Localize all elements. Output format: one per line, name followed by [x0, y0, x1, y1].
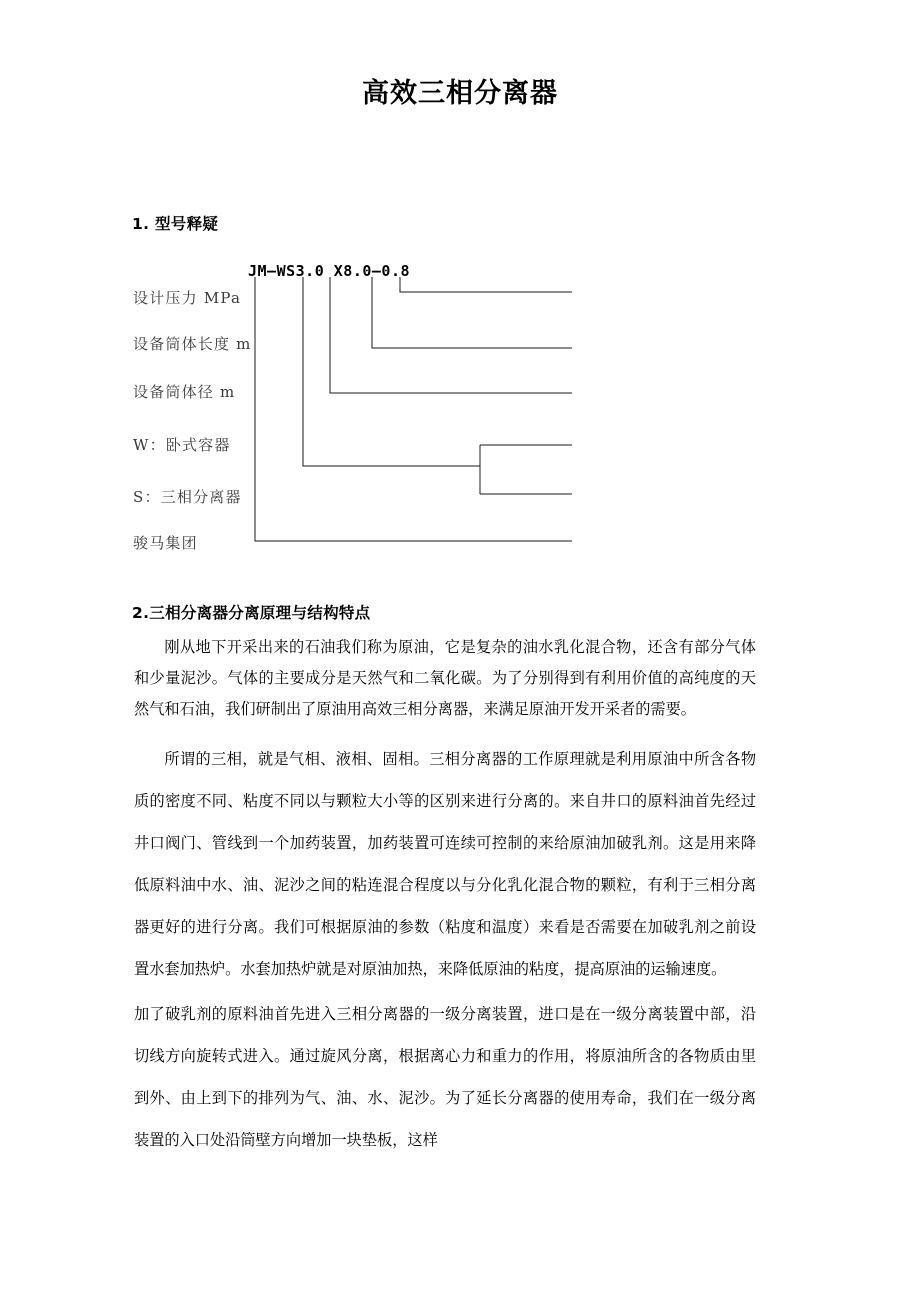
section-heading-model-explanation: 1. 型号释疑 [132, 215, 219, 233]
diagram-label-three-phase-separator: S：三相分离器 [133, 488, 242, 506]
paragraph-three-phase-principle: 所谓的三相，就是气相、液相、固相。三相分离器的工作原理就是利用原油中所含各物质的密度不同、粘度不同以与颗粒大小等的区别来进行分离的。来自井口的原料油首先经过井口阀门、管线到一个加药装置，加药装置可连续可控制的来给原油加破乳剂。这是用来降低原料油中水、油、泥沙之间的粘连混合程度以与分化乳化混合物的颗粒，有利于三相分离器更好的进行分离。我们可根据原油的参数（粘度和温度）来看是否需要在加破乳剂之前设置水套加热炉。水套加热炉就是对原油加热，来降低原油的粘度，提高原油的运输速度。 [134, 750, 756, 978]
paragraph-primary-separation-stage: 加了破乳剂的原料油首先进入三相分离器的一级分离装置，进口是在一级分离装置中部，沿切线方向旋转式进入。通过旋风分离，根据离心力和重力的作用，将原油所含的各物质由里到外、由上到下的排列为气、油、水、泥沙。为了延长分离器的使用寿命，我们在一级分离装置的入口处沿筒壁方向增加一块垫板，这样 [134, 1005, 756, 1149]
diagram-label-shell-diameter: 设备筒体径 m [133, 383, 236, 401]
diagram-label-horizontal-vessel: W：卧式容器 [133, 436, 231, 454]
section-heading-principle-and-structure: 2.三相分离器分离原理与结构特点 [132, 604, 371, 622]
model-code-text: JM—WS3.0 X8.0—0.8 [248, 262, 411, 280]
paragraph-crude-oil-intro: 刚从地下开采出来的石油我们称为原油，它是复杂的油水乳化混合物，还含有部分气体和少量泥沙。气体的主要成分是天然气和二氧化碳。为了分别得到有利用价值的高纯度的天然气和石油，我们研制出了原油用高效三相分离器，来满足原油开发开采者的需要。 [134, 638, 756, 718]
page-title: 高效三相分离器 [362, 78, 558, 109]
diagram-label-company: 骏马集团 [133, 534, 198, 552]
diagram-label-design-pressure: 设计压力 MPa [133, 289, 242, 307]
diagram-label-shell-length: 设备筒体长度 m [133, 335, 252, 353]
